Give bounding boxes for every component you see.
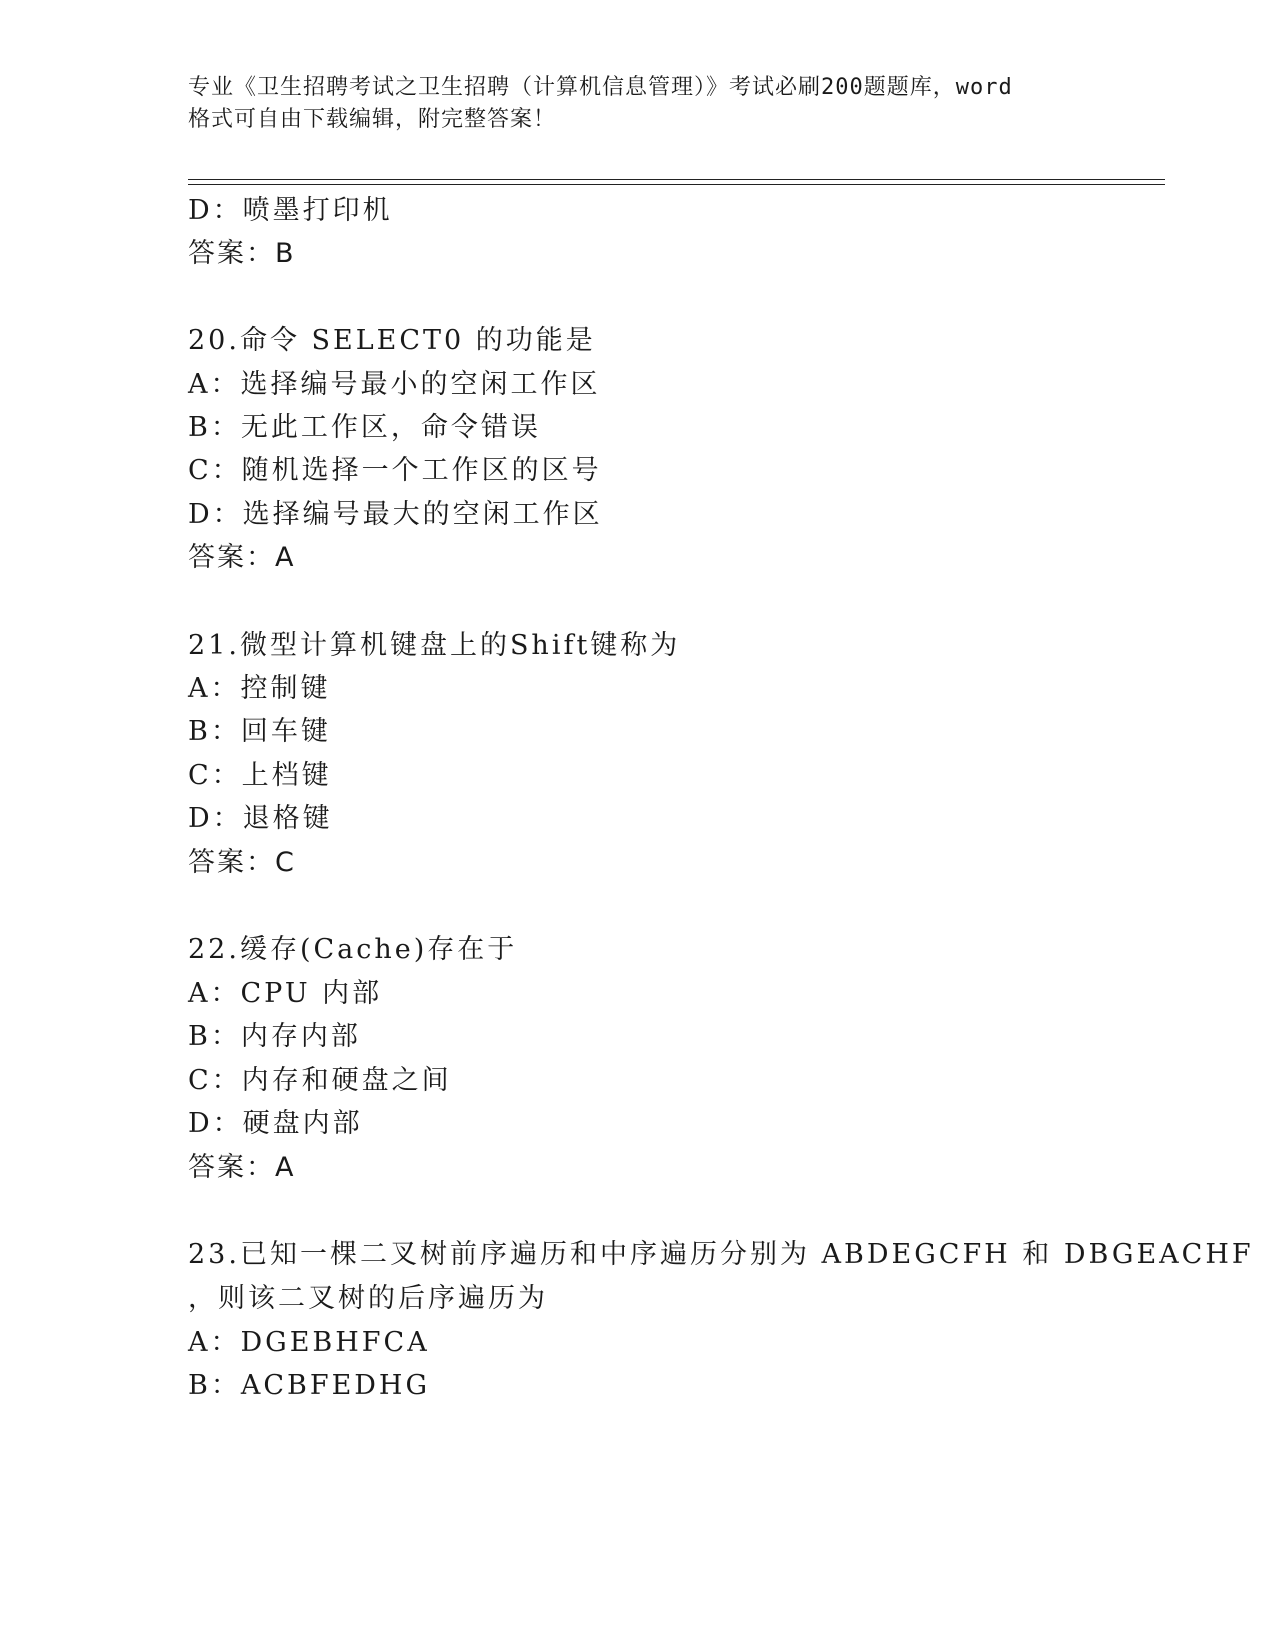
- option-line: A：CPU 内部: [188, 978, 383, 1009]
- option-line: B：回车键: [188, 716, 331, 747]
- header-divider-bottom: [188, 184, 1165, 185]
- header-divider-top: [188, 179, 1165, 180]
- option-line: D：喷墨打印机: [188, 195, 393, 226]
- question-text: 20.命令 SELECT0 的功能是: [188, 325, 596, 356]
- option-line: A：DGEBHFCA: [188, 1327, 430, 1358]
- option-line: B：ACBFEDHG: [188, 1370, 431, 1401]
- answer-line: 答案：A: [188, 542, 296, 573]
- question-text: 23.已知一棵二叉树前序遍历和中序遍历分别为 ABDEGCFH 和 DBGEACHF: [188, 1239, 1254, 1270]
- option-line: C：上档键: [188, 760, 332, 791]
- option-line: D：选择编号最大的空闲工作区: [188, 499, 603, 530]
- option-line: C：内存和硬盘之间: [188, 1065, 452, 1096]
- question-text: 22.缓存(Cache)存在于: [188, 934, 518, 965]
- answer-line: 答案：B: [188, 238, 296, 269]
- header-line-1: 专业《卫生招聘考试之卫生招聘（计算机信息管理）》考试必刷200题题库，word: [188, 75, 1013, 100]
- option-line: C：随机选择一个工作区的区号: [188, 455, 602, 486]
- option-line: B：内存内部: [188, 1021, 361, 1052]
- option-line: D：硬盘内部: [188, 1108, 363, 1139]
- question-text: ，则该二叉树的后序遍历为: [188, 1283, 548, 1314]
- option-line: A：控制键: [188, 673, 331, 704]
- option-line: A：选择编号最小的空闲工作区: [188, 369, 601, 400]
- answer-line: 答案：A: [188, 1152, 296, 1183]
- option-line: D：退格键: [188, 803, 333, 834]
- question-text: 21.微型计算机键盘上的Shift键称为: [188, 630, 681, 661]
- header-line-2: 格式可自由下载编辑，附完整答案！: [188, 107, 557, 132]
- document-header: [188, 72, 1088, 136]
- answer-line: 答案：C: [188, 847, 296, 878]
- option-line: B：无此工作区，命令错误: [188, 412, 541, 443]
